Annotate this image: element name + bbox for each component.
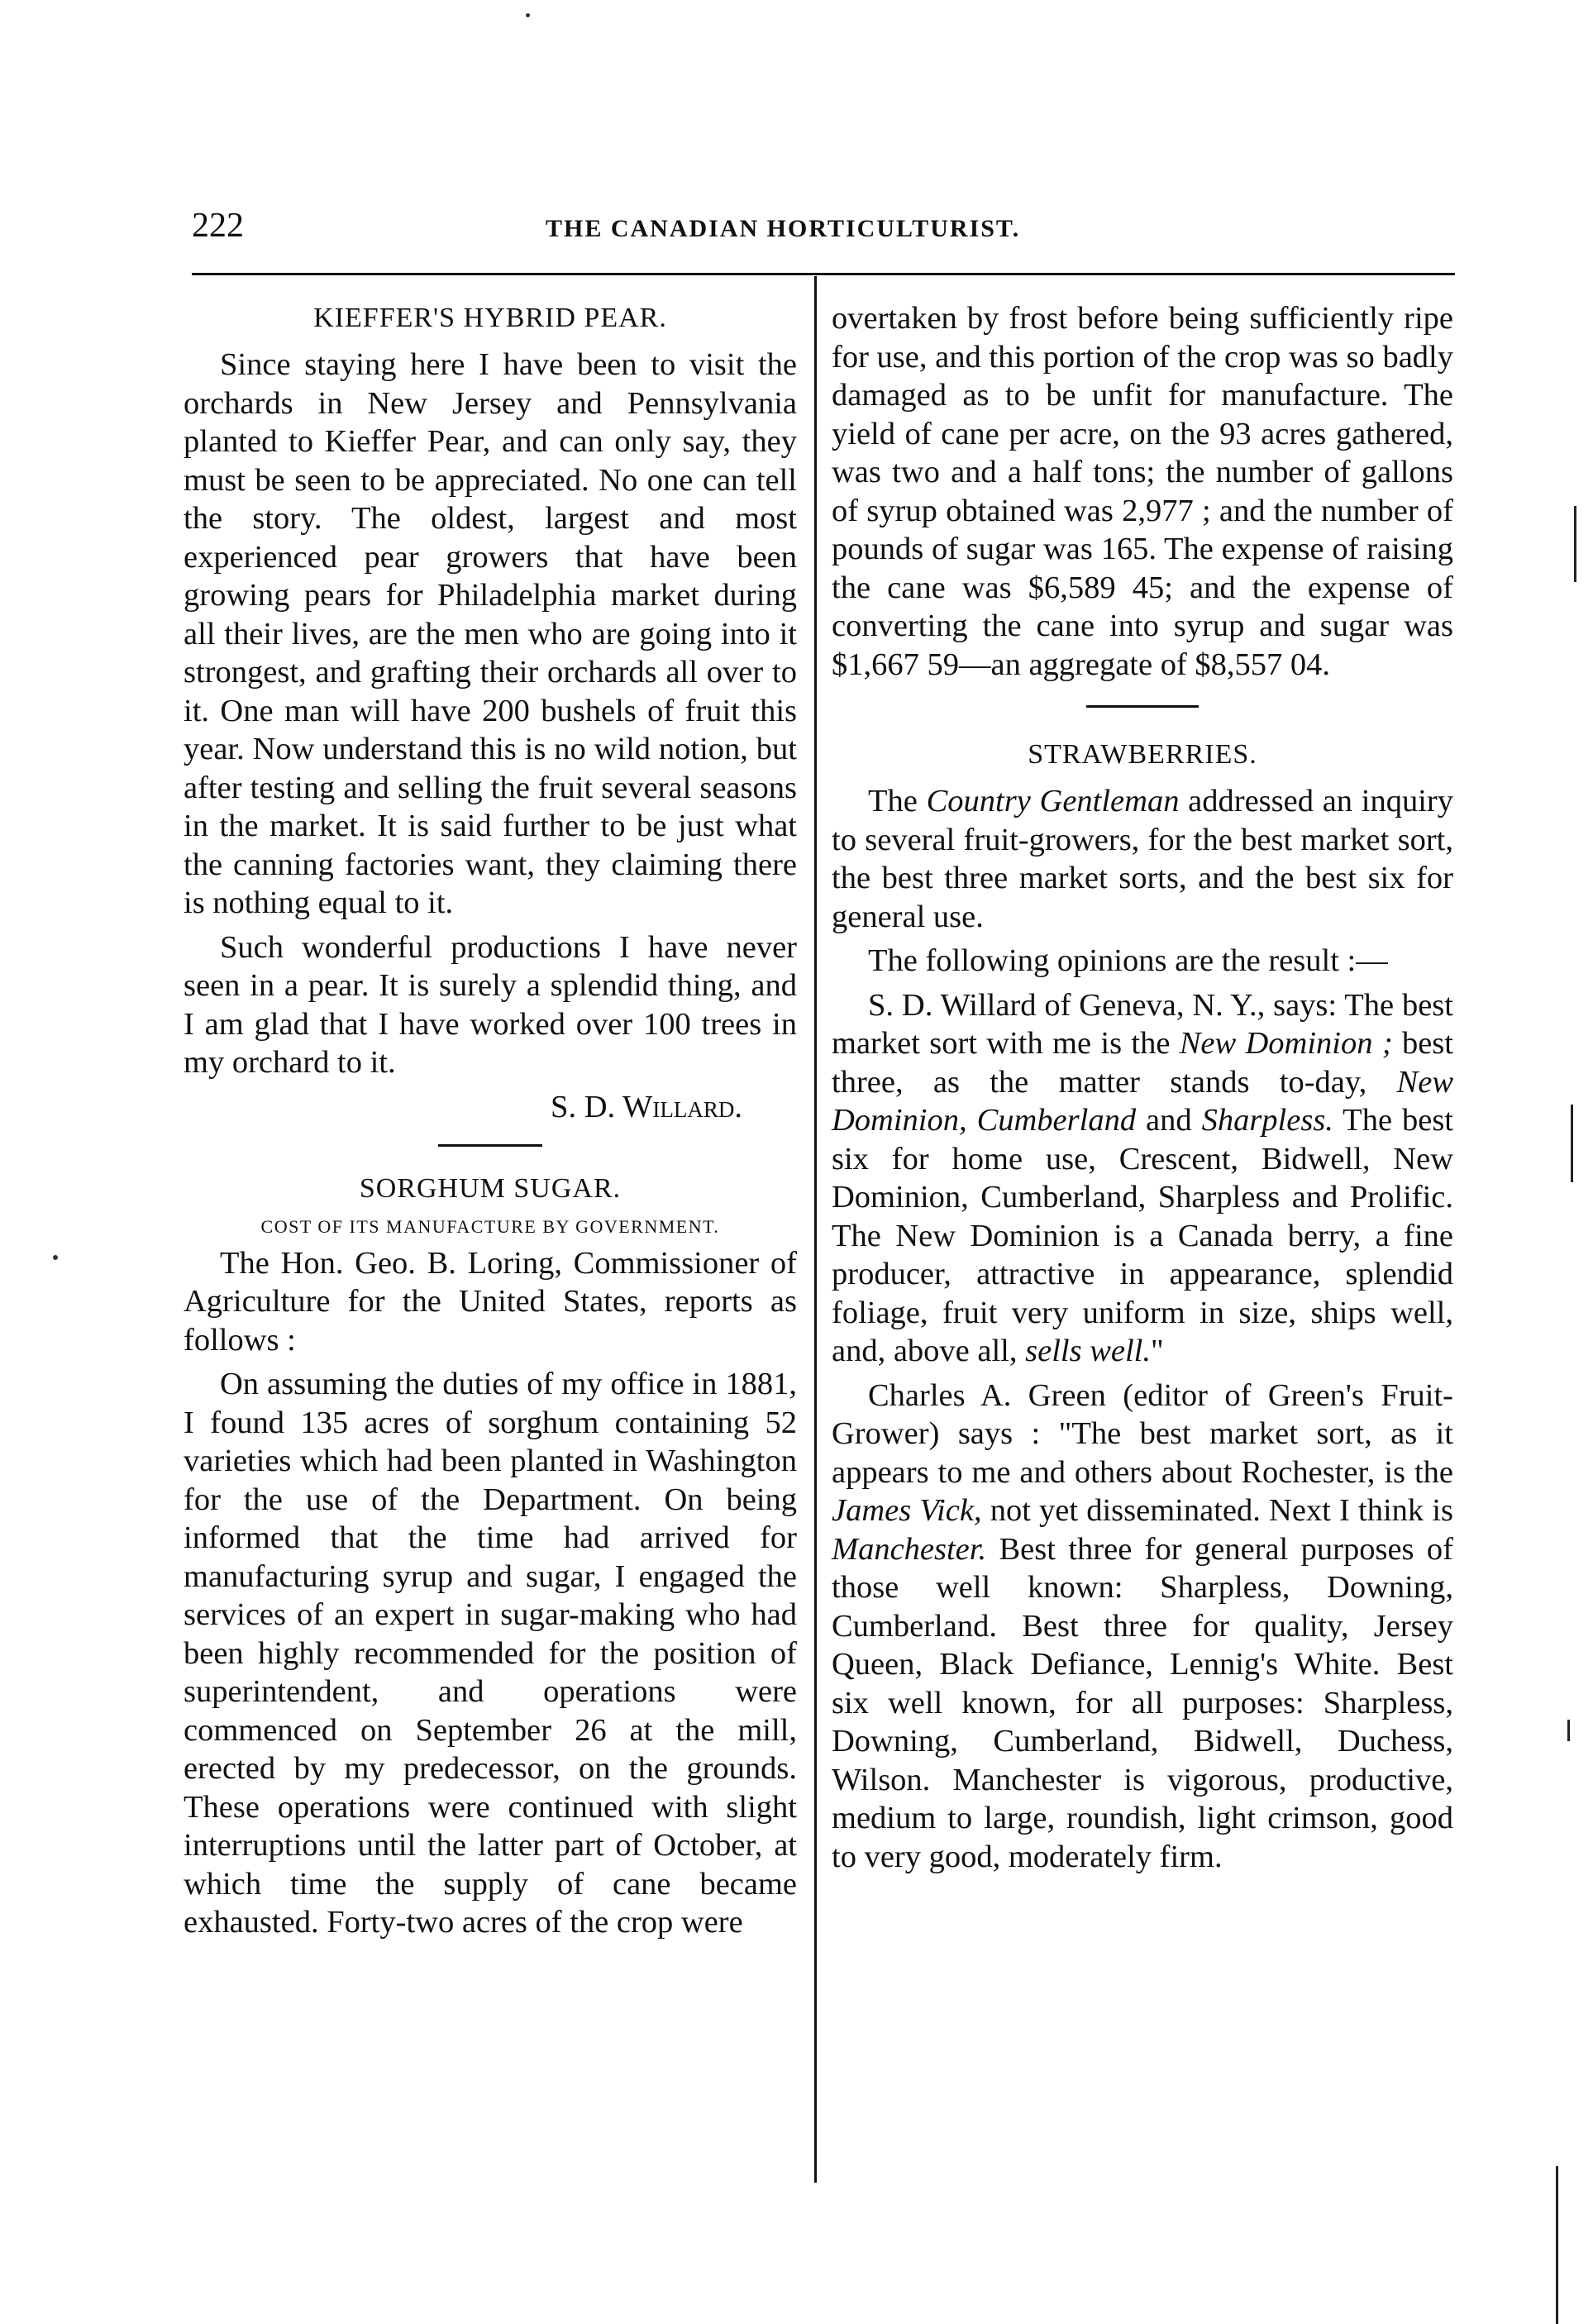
running-title: THE CANADIAN HORTICULTURIST.	[546, 215, 1021, 242]
text-run: The best six for home use, Crescent, Bidwell, New Dominion, Cumberland, Sharpless and Prolific. The New Dominion is a Canada berry, a fine producer, attractive in appearance, splendid foliage, fruit very uniform in size, ships well, and, above all,	[832, 1103, 1453, 1368]
publication-title: Country Gentleman	[926, 784, 1180, 818]
text-run: Charles A. Green (editor of Green's Fruit-Grower) says : "The best market sort, as it appears to me and others about Rochester, is the	[832, 1377, 1453, 1490]
text-run: best three, as the matter stands to-day,	[832, 1026, 1453, 1100]
right-column	[832, 299, 1453, 1882]
variety-name: Manchester.	[832, 1531, 987, 1567]
kieffer-paragraph-2: Such wonderful productions I have never seen in a pear. It is surely a splendid thing, and I am glad that I have worked over 100 trees in my orchard to it.	[184, 929, 797, 1080]
text-run: Best three for general purposes of those well known: Sharpless, Downing, Cumberland. Best three for quality, Jersey Queen, Black Defiance, Lennig's White. Best six well known, for all purposes: Sharpless, Downing, Cumberland, Bidwell, Duchess, Wilson. Manchester is vigorous, productive, medium to large, roundish, light crimson, good to very good, moderately firm.	[832, 1531, 1453, 1874]
kieffer-heading: KIEFFER'S HYBRID PEAR.	[313, 303, 667, 333]
section-rule-left	[438, 1144, 542, 1147]
page-number: 222	[192, 207, 244, 245]
strawberries-paragraph-3	[832, 986, 1453, 1371]
text-run: "	[1150, 1334, 1164, 1368]
text-run: not yet disseminated. Next I think is	[981, 1493, 1453, 1528]
sorghum-heading: SORGHUM SUGAR.	[359, 1172, 622, 1204]
emphasis: sells well.	[1025, 1334, 1151, 1368]
sorghum-paragraph-2: On assuming the duties of my office in 1881, I found 135 acres of sorghum containing 52 varieties which had been planted in Washington for the use of the Department. On being informed that the time had arrived for manufacturing syrup and sugar, I engaged the services of an expert in sugar-making who had been highly recommended for the position of superintendent, and operations were commenced on September 26 at the mill, erected by my predecessor, on the grounds. These operations were continued with slight interruptions until the latter part of October, at which time the supply of cane became exhausted. Forty-two acres of the crop were	[184, 1367, 797, 1940]
strawberries-paragraph-4	[832, 1377, 1453, 1877]
strawberries-paragraph-1	[832, 782, 1453, 936]
margin-line-right-2	[1571, 1105, 1573, 1182]
stray-mark-top	[526, 13, 530, 17]
stray-mark-left	[53, 1255, 58, 1260]
variety-name: New Dominion ;	[1179, 1026, 1393, 1061]
sorghum-continued-paragraph: overtaken by frost before being sufficiently ripe for use, and this portion of the crop was so badly damaged as to be unfit for manufacture. The yield of cane per acre, on the 93 acres gathered, was two and a half tons; the number of gallons of syrup obtained was 2,977 ; and the number of pounds of sugar was 165. The expense of raising the cane was $6,589 45; and the expense of converting the cane into syrup and sugar was $1,667 59—an aggregate of $8,557 04.	[832, 301, 1453, 682]
text-run: The	[868, 784, 927, 818]
header-rule	[192, 273, 1455, 275]
kieffer-signature: S. D. Willard.	[551, 1089, 742, 1124]
variety-name: New Dominion, Cumberland	[832, 1064, 1453, 1138]
margin-line-right-1	[1574, 506, 1576, 582]
margin-line-right-4	[1556, 2166, 1558, 2324]
text-run: S. D. Willard of Geneva, N. Y., says: The best market sort with me is the	[832, 987, 1453, 1061]
text-run: and	[1136, 1103, 1202, 1138]
sorghum-subheading: COST OF ITS MANUFACTURE BY GOVERNMENT.	[260, 1215, 720, 1237]
sorghum-paragraph-1: The Hon. Geo. B. Loring, Commissioner of Agriculture for the United States, reports as follows :	[184, 1245, 797, 1358]
left-column	[184, 299, 797, 1948]
kieffer-paragraph-1: Since staying here I have been to visit the orchards in New Jersey and Pennsylvania planted to Kieffer Pear, and can only say, they must be seen to be appreciated. No one can tell the story. The oldest, largest and most experienced pear growers that have been growing pears for Philadelphia market during all their lives, are the men who are going into it strongest, and grafting their orchards all over to it. One man will have 200 bushels of fruit this year. Now understand this is no wild notion, but after testing and selling the fruit several seasons in the market. It is said further to be just what the canning factories want, they claiming there is nothing equal to it.	[184, 347, 797, 920]
variety-name: Sharpless.	[1201, 1103, 1333, 1138]
strawberries-heading: STRAWBERRIES.	[1028, 739, 1257, 770]
column-divider	[814, 276, 817, 2183]
text-run: addressed an inquiry to several fruit-growers, for the best market sort, the best three market sorts, and the best six for general use.	[832, 784, 1453, 934]
section-rule-right	[1086, 705, 1199, 708]
variety-name: James Vick,	[832, 1493, 982, 1528]
margin-line-right-3	[1567, 1720, 1570, 1741]
strawberries-paragraph-2: The following opinions are the result :—	[868, 943, 1388, 978]
